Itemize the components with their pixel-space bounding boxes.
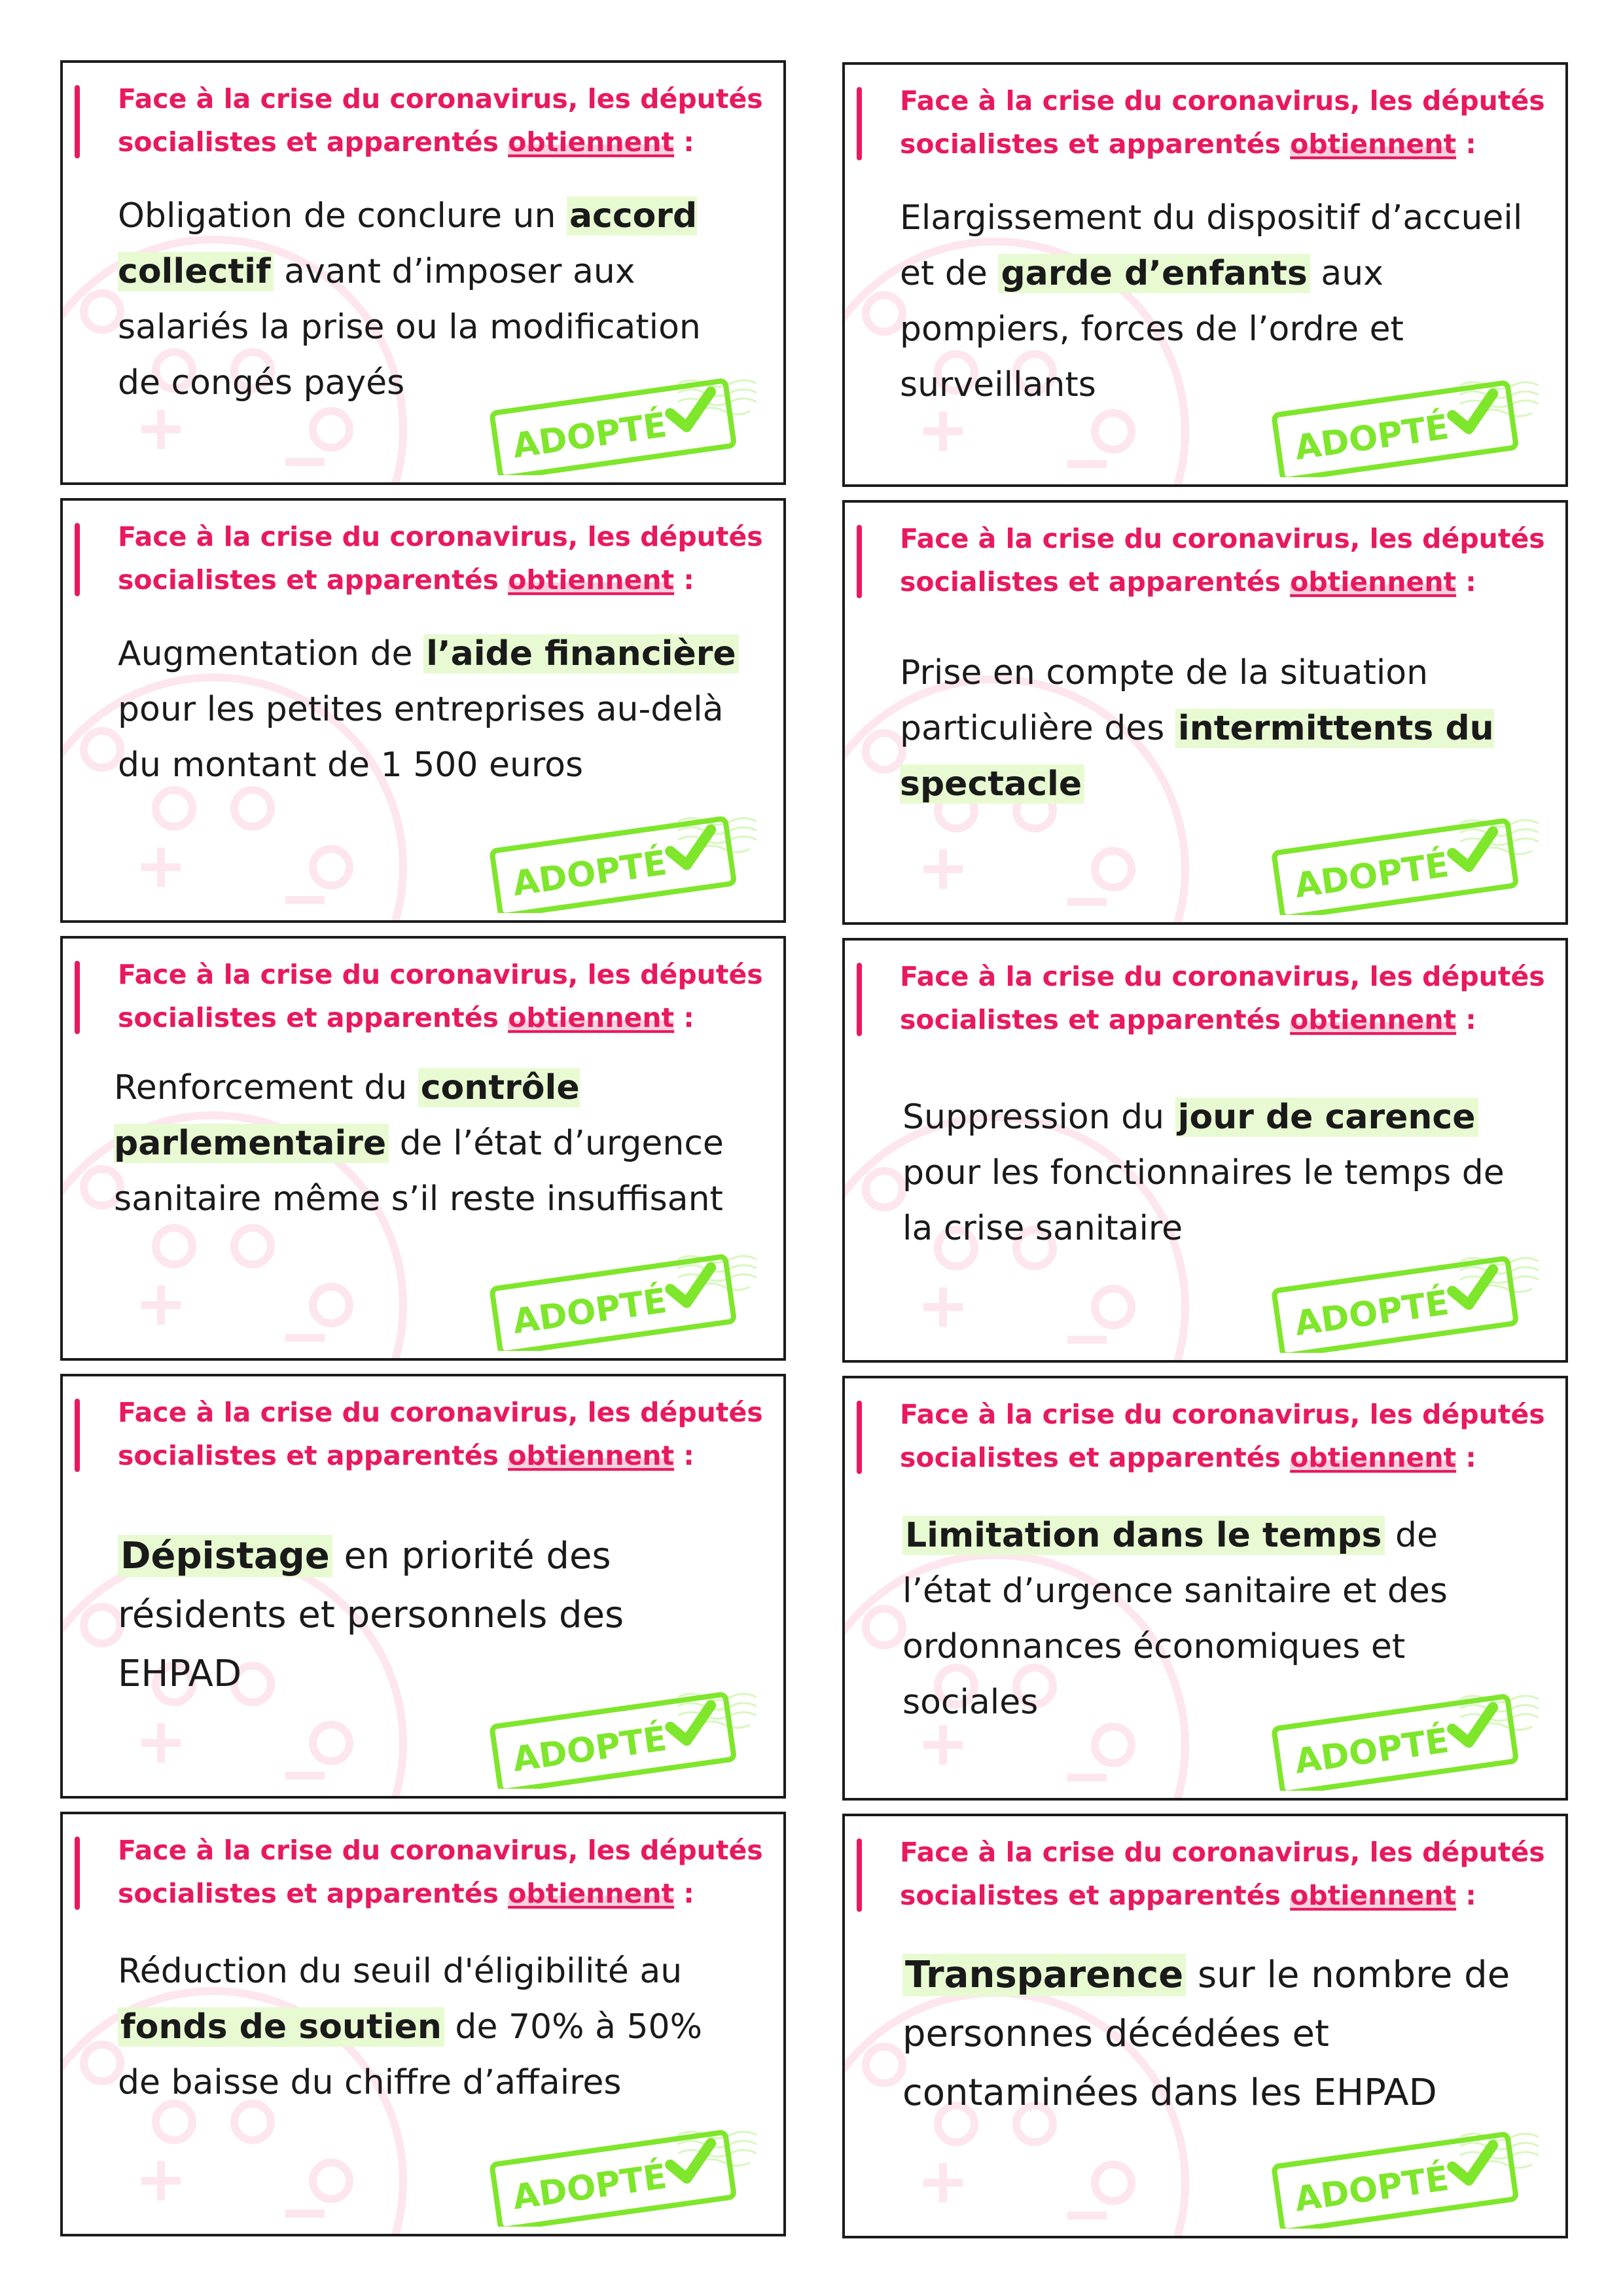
check-icon (1450, 1708, 1497, 1745)
header-line-2: socialistes et apparentés obtiennent : (900, 1880, 1476, 1911)
measure-highlight: intermittents du spectacle (900, 709, 1494, 804)
header-line-1: Face à la crise du coronavirus, les députés (900, 523, 1545, 554)
measure-highlight: l’aide financière (423, 634, 739, 673)
measure-highlight: jour de carence (1175, 1098, 1478, 1137)
card-header (118, 953, 766, 1039)
header-line-1: Face à la crise du coronavirus, les députés (118, 959, 763, 990)
adopted-stamp (482, 808, 757, 913)
header-emphasis: obtiennent (1290, 1880, 1457, 1911)
header-line-1: Face à la crise du coronavirus, les députés (118, 521, 763, 552)
adopted-stamp (1264, 2124, 1539, 2229)
header-line-1: Face à la crise du coronavirus, les députés (900, 1399, 1545, 1430)
header-line-2: socialistes et apparentés obtiennent : (118, 564, 694, 596)
card (842, 62, 1568, 487)
header-emphasis: obtiennent (508, 1440, 675, 1471)
accent-bar (75, 1399, 80, 1472)
adopted-stamp (482, 1684, 757, 1789)
card-header (118, 1829, 766, 1915)
check-icon (1450, 394, 1497, 431)
header-line-1: Face à la crise du coronavirus, les députés (900, 961, 1545, 992)
header-line-1: Face à la crise du coronavirus, les députés (118, 1397, 763, 1428)
header-emphasis: obtiennent (508, 564, 675, 596)
stamp-label: ADOPTÉ (1292, 845, 1452, 906)
card-header (118, 515, 766, 601)
card (60, 1812, 786, 2236)
header-emphasis: obtiennent (1290, 566, 1457, 598)
measure-highlight: garde d’enfants (998, 254, 1310, 293)
check-icon (668, 392, 715, 429)
accent-bar (857, 87, 862, 160)
adopted-stamp (1264, 372, 1539, 477)
adopted-stamp (1264, 1686, 1539, 1791)
check-icon (668, 2144, 715, 2181)
accent-bar (75, 523, 80, 596)
accent-bar (75, 1837, 80, 1910)
header-line-1: Face à la crise du coronavirus, les députés (900, 1837, 1545, 1868)
card-header (900, 517, 1548, 603)
card-measure: Prise en compte de la situation particulière des intermittents du spectacle (900, 653, 1494, 804)
card-measure: Réduction du seuil d'éligibilité au fonds de soutien de 70% à 50% de baisse du chiffre d’affaires (118, 1952, 703, 2102)
measure-highlight: Limitation dans le temps (902, 1516, 1385, 1555)
card-header (900, 1393, 1548, 1479)
header-emphasis: obtiennent (1290, 128, 1457, 160)
measure-highlight: Dépistage (118, 1535, 332, 1577)
card-measure: Obligation de conclure un accord collectif avant d’imposer aux salariés la prise ou la modification de congés payés (118, 196, 701, 403)
measure-highlight: fonds de soutien (118, 2007, 444, 2047)
header-emphasis: obtiennent (508, 126, 675, 158)
stamp-label: ADOPTÉ (510, 843, 669, 905)
header-line-2: socialistes et apparentés obtiennent : (900, 566, 1476, 598)
header-line-2: socialistes et apparentés obtiennent : (900, 128, 1476, 160)
card (842, 938, 1568, 1363)
card (60, 1374, 786, 1799)
card (60, 60, 786, 485)
card-header (900, 79, 1548, 166)
check-icon (668, 1268, 715, 1305)
check-icon (668, 830, 715, 867)
header-line-2: socialistes et apparentés obtiennent : (900, 1442, 1476, 1473)
check-icon (1450, 2145, 1497, 2183)
adopted-stamp (1264, 810, 1539, 915)
measure-highlight: contrôle parlementaire (114, 1068, 580, 1163)
card-measure: Renforcement du contrôle parlementaire de l’état d’urgence sanitaire même s’il reste insuffisant (114, 1068, 724, 1219)
card (60, 936, 786, 1361)
adopted-stamp (482, 1246, 757, 1351)
adopted-stamp (1264, 1248, 1539, 1353)
stamp-label: ADOPTÉ (1292, 1283, 1452, 1344)
stamp-label: ADOPTÉ (510, 1719, 669, 1780)
card-measure: Dépistage en priorité des résidents et personnels des EHPAD (118, 1535, 624, 1695)
header-emphasis: obtiennent (1290, 1442, 1457, 1473)
check-icon (1450, 1270, 1497, 1307)
header-line-1: Face à la crise du coronavirus, les députés (118, 83, 763, 115)
card-header (118, 77, 766, 164)
stamp-label: ADOPTÉ (1292, 1721, 1452, 1782)
card-measure: Elargissement du dispositif d’accueil et de garde d’enfants aux pompiers, forces de l’ordre et surveillants (900, 198, 1523, 404)
card (60, 498, 786, 923)
header-line-2: socialistes et apparentés obtiennent : (118, 126, 694, 158)
accent-bar (75, 85, 80, 158)
card-header (900, 1831, 1548, 1917)
header-line-1: Face à la crise du coronavirus, les députés (118, 1835, 763, 1866)
card-measure: Suppression du jour de carence pour les fonctionnaires le temps de la crise sanitaire (902, 1098, 1505, 1248)
stamp-label: ADOPTÉ (1292, 407, 1452, 469)
header-emphasis: obtiennent (508, 1878, 675, 1909)
accent-bar (857, 1401, 862, 1474)
check-icon (1450, 832, 1497, 869)
card (842, 1814, 1568, 2238)
measure-highlight: Transparence (902, 1954, 1186, 1996)
accent-bar (857, 525, 862, 598)
header-line-2: socialistes et apparentés obtiennent : (118, 1440, 694, 1471)
adopted-stamp (482, 2122, 757, 2227)
stamp-label: ADOPTÉ (510, 1281, 669, 1342)
header-line-2: socialistes et apparentés obtiennent : (118, 1002, 694, 1033)
accent-bar (857, 963, 862, 1036)
header-line-2: socialistes et apparentés obtiennent : (900, 1004, 1476, 1035)
card-measure: Limitation dans le temps de l’état d’urgence sanitaire et des ordonnances économiques et sociales (902, 1516, 1448, 1722)
header-line-1: Face à la crise du coronavirus, les députés (900, 85, 1545, 117)
card (842, 500, 1568, 925)
header-line-2: socialistes et apparentés obtiennent : (118, 1878, 694, 1909)
card-measure: Transparence sur le nombre de personnes décédées et contaminées dans les EHPAD (902, 1954, 1510, 2114)
stamp-label: ADOPTÉ (1292, 2159, 1452, 2220)
card (842, 1376, 1568, 1801)
header-emphasis: obtiennent (508, 1002, 675, 1033)
stamp-label: ADOPTÉ (510, 405, 669, 467)
card-measure: Augmentation de l’aide financière pour les petites entreprises au-delà du montant de 1 500 euros (118, 626, 746, 793)
check-icon (668, 1706, 715, 1743)
stamp-label: ADOPTÉ (510, 2157, 669, 2218)
accent-bar (857, 1839, 862, 1912)
adopted-stamp (482, 370, 757, 475)
accent-bar (75, 961, 80, 1034)
card-header (118, 1391, 766, 1477)
header-emphasis: obtiennent (1290, 1004, 1457, 1035)
measure-highlight: accord collectif (118, 196, 698, 291)
card-header (900, 955, 1548, 1041)
